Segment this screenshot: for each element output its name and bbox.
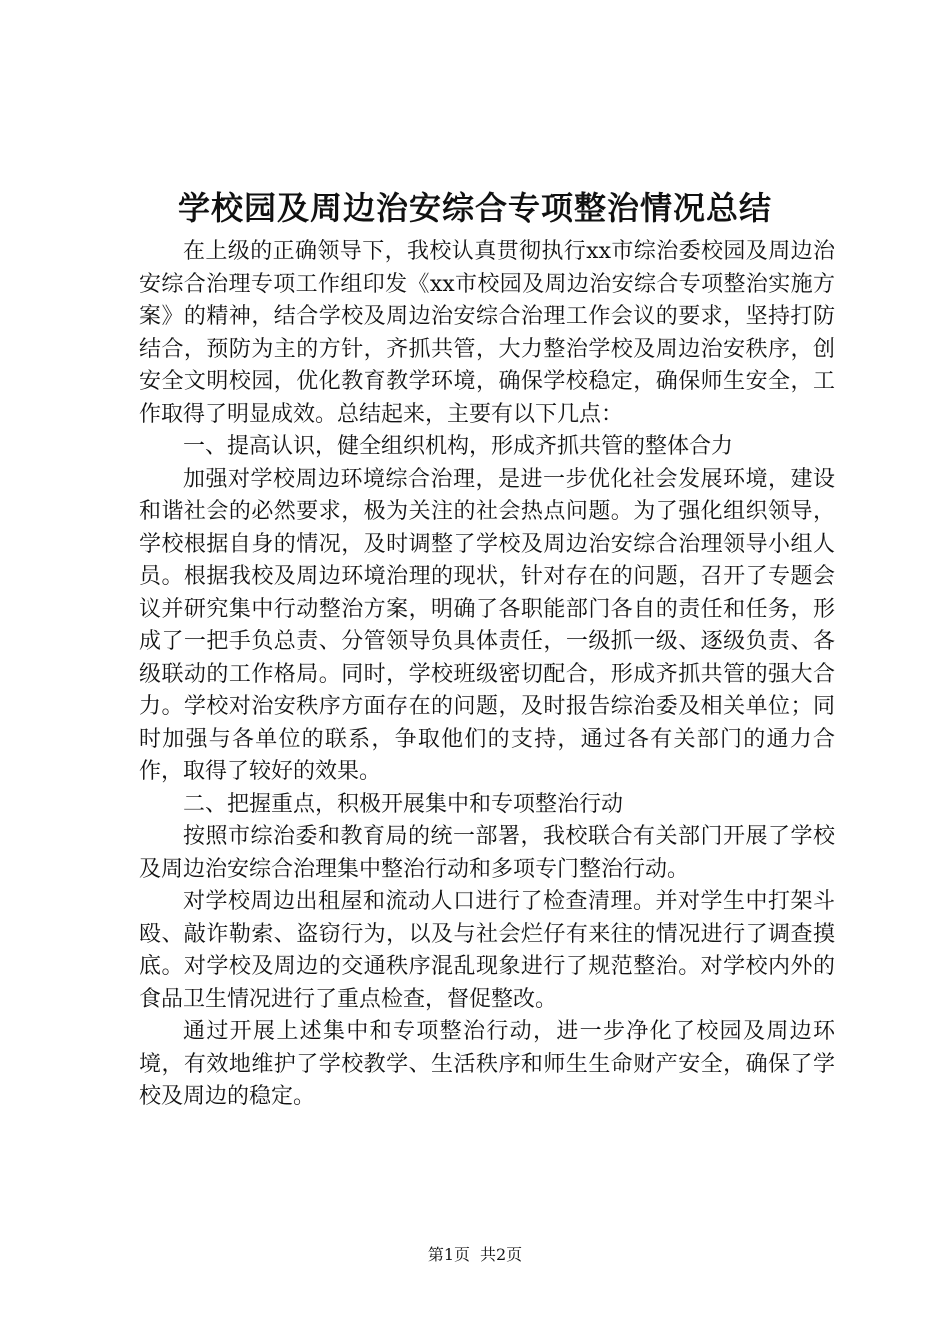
paragraph-section-2a: 按照市综治委和教育局的统一部署，我校联合有关部门开展了学校及周边治安综合治理集中整治行动和多项专门整治行动。	[139, 824, 835, 882]
paragraph-intro: 在上级的正确领导下，我校认真贯彻执行xx市综治委校园及周边治安综合治理专项工作组印发《xx市校园及周边治安综合专项整治实施方案》的精神，结合学校及周边治安综合治理工作会议的要求，坚持打防结合，预防为主的方针，齐抓共管，大力整治学校及周边治安秩序，创安全文明校园，优化教育教学环境，确保学校稳定，确保师生安全，工作取得了明显成效。总结起来，主要有以下几点：	[139, 239, 835, 427]
paragraph-section-2b: 对学校周边出租屋和流动人口进行了检查清理。并对学生中打架斗殴、敲诈勒索、盗窃行为，以及与社会烂仔有来往的情况进行了调查摸底。对学校及周边的交通秩序混乱现象进行了规范整治。对学校内外的食品卫生情况进行了重点检查，督促整改。	[139, 889, 835, 1012]
paragraph-section-1: 加强对学校周边环境综合治理，是进一步优化社会发展环境，建设和谐社会的必然要求，极为关注的社会热点问题。为了强化组织领导，学校根据自身的情况，及时调整了学校及周边治安综合治理领导小组人员。根据我校及周边环境治理的现状，针对存在的问题，召开了专题会议并研究集中行动整治方案，明确了各职能部门各自的责任和任务，形成了一把手负总责、分管领导负具体责任，一级抓一级、逐级负责、各级联动的工作格局。同时，学校班级密切配合，形成齐抓共管的强大合力。学校对治安秩序方面存在的问题，及时报告综治委及相关单位；同时加强与各单位的联系，争取他们的支持，通过各有关部门的通力合作，取得了较好的效果。	[139, 466, 835, 784]
page-number-current: 第1页	[427, 1245, 470, 1264]
document-title: 学校园及周边治安综合专项整治情况总结	[177, 189, 772, 227]
section-heading-2: 二、把握重点，积极开展集中和专项整治行动	[183, 791, 624, 817]
section-heading-1: 一、提高认识，健全组织机构，形成齐抓共管的整体合力	[183, 434, 734, 459]
document-body	[139, 236, 835, 1114]
page-footer	[0, 1244, 950, 1266]
page-number-total: 共2页	[480, 1245, 523, 1264]
paragraph-section-2c: 通过开展上述集中和专项整治行动，进一步净化了校园及周边环境，有效地维护了学校教学、生活秩序和师生生命财产安全，确保了学校及周边的稳定。	[139, 1019, 835, 1109]
